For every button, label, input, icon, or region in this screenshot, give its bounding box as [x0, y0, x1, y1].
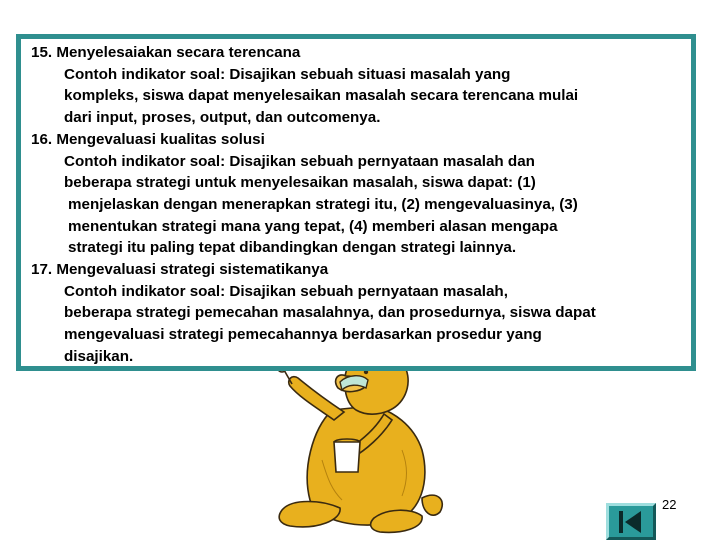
item-16-line-2: beberapa strategi untuk menyelesaikan masalah, siswa dapat: (1) — [64, 174, 536, 192]
item-16-line-1: Contoh indikator soal: Disajikan sebuah pernyataan masalah dan — [64, 152, 535, 170]
content-text-box — [16, 34, 696, 371]
item-17-heading: 17. Mengevaluasi strategi sistematikanya — [31, 261, 329, 279]
item-17-line-1: Contoh indikator soal: Disajikan sebuah pernyataan masalah, — [64, 282, 508, 300]
item-17-line-4: disajikan. — [64, 347, 134, 365]
page-number: 22 — [662, 497, 677, 512]
skip-to-first-icon — [617, 509, 645, 535]
item-17-line-2: beberapa strategi pemecahan masalahnya, dan prosedurnya, siswa dapat — [64, 304, 596, 322]
item-16-line-3: menjelaskan dengan menerapkan strategi itu, (2) mengevaluasinya, (3) — [68, 195, 578, 213]
item-15-heading: 15. Menyelesaiakan secara terencana — [31, 44, 301, 61]
item-17-line-3: mengevaluasi strategi pemecahannya berdasarkan prosedur yang — [64, 326, 542, 344]
item-16-heading: 16. Mengevaluasi kualitas solusi — [31, 130, 265, 148]
item-15-line-2: kompleks, siswa dapat menyelesaikan masalah secara terencana mulai — [64, 87, 579, 105]
item-15-line-3: dari input, proses, output, dan outcomenya. — [64, 109, 381, 127]
first-slide-button[interactable] — [606, 503, 656, 540]
item-16-line-5: strategi itu paling tepat dibandingkan dengan strategi lainnya. — [68, 239, 517, 257]
item-15-line-1: Contoh indikator soal: Disajikan sebuah situasi masalah yang — [64, 65, 511, 83]
item-16-line-4: menentukan strategi mana yang tepat, (4) memberi alasan mengapa — [68, 217, 558, 235]
